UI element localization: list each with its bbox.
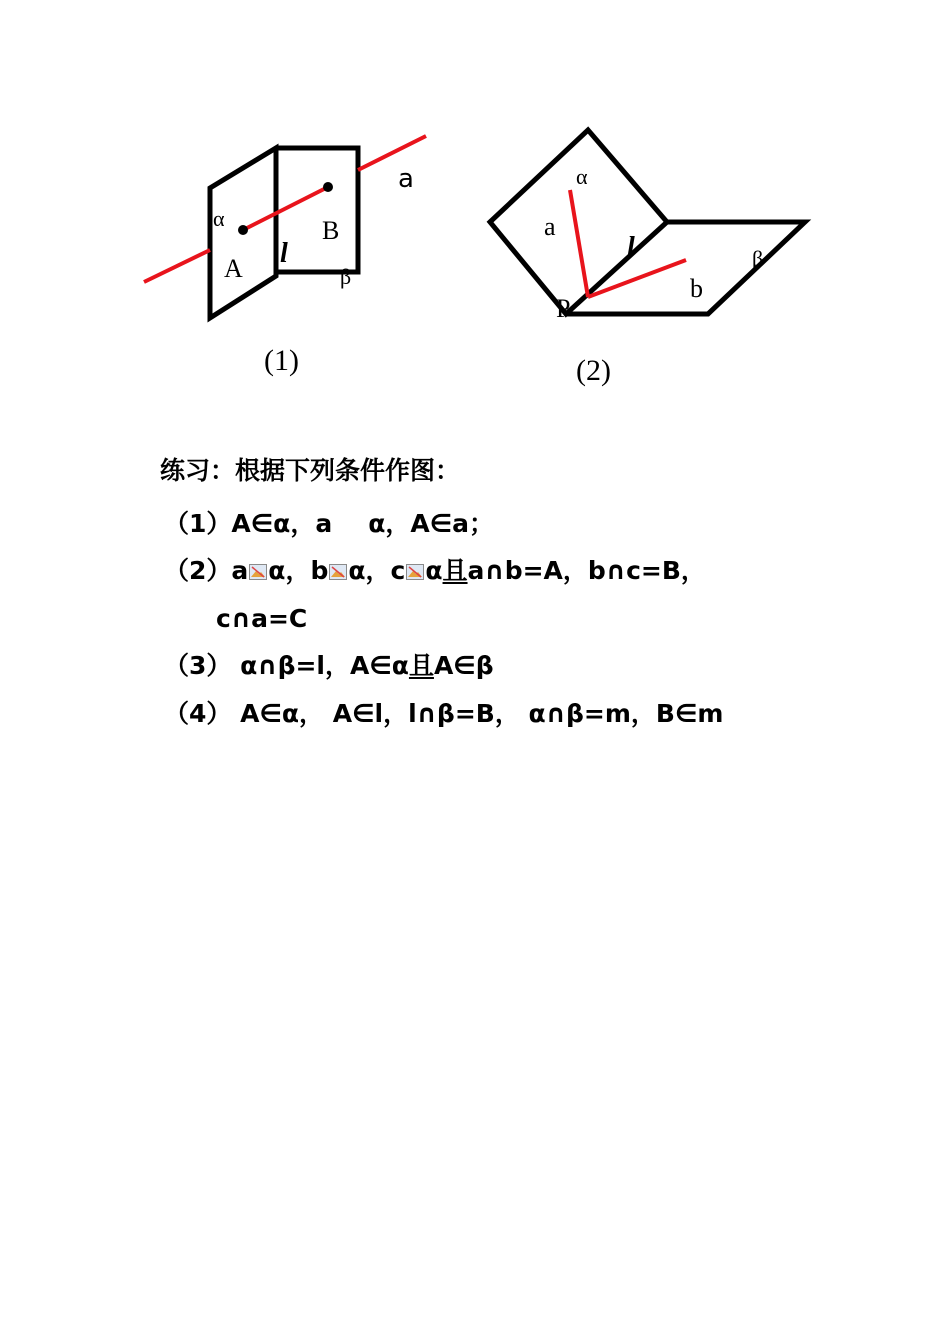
item2-part5: a∩b=A，b∩c=B，	[467, 556, 706, 585]
line-a-left-segment	[144, 250, 210, 282]
item3-qie: 且	[408, 651, 434, 680]
item2-part4: α	[425, 556, 443, 585]
exercise-item-3	[164, 653, 494, 678]
exercise-item-2-continued: c∩a=C	[216, 604, 308, 633]
line-a-middle-segment	[243, 187, 328, 230]
line-a-right-segment	[358, 136, 426, 170]
item1-middle: α，A∈a；	[368, 509, 495, 538]
fig1-label-line-a: a	[398, 164, 414, 194]
figure-1-drawing	[144, 136, 426, 318]
fig1-label-line-l: l	[280, 238, 288, 269]
exercise-item-1	[164, 511, 494, 536]
exercise-item-2	[164, 558, 706, 583]
item2-part3: α，c	[348, 556, 406, 585]
broken-image-icon	[406, 564, 424, 580]
fig1-label-beta: β	[340, 264, 352, 289]
plane-alpha-shape-2	[490, 130, 667, 314]
fig1-label-alpha: α	[213, 206, 225, 231]
figure-2-drawing	[490, 130, 805, 314]
item3-part2: A∈β	[433, 651, 494, 680]
exercise-item-4: （4） A∈α， A∈l，l∩β=B， α∩β=m，B∈m	[164, 699, 724, 728]
point-B-dot	[323, 182, 333, 192]
line-a-2	[570, 190, 588, 297]
fig2-caption: (2)	[576, 354, 611, 387]
fig2-label-point-P: P	[556, 294, 571, 323]
fig1-label-point-B: B	[322, 216, 340, 245]
item2-part1: （2）a	[164, 556, 249, 585]
item2-qie: 且	[442, 556, 468, 585]
plane-beta-shape-2	[566, 222, 805, 314]
fig2-label-beta: β	[752, 246, 764, 271]
item1-prefix: （1）A∈α，a	[164, 509, 333, 538]
fig1-label-point-A: A	[224, 254, 243, 283]
fig2-label-line-l: l	[627, 232, 635, 263]
item2-part2: α，b	[268, 556, 329, 585]
broken-image-icon	[329, 564, 347, 580]
exercise-heading: 练习：根据下列条件作图：	[160, 456, 461, 485]
fig1-caption: (1)	[264, 344, 299, 377]
fig2-label-alpha: α	[576, 164, 588, 189]
item3-part1: （3） α∩β=l，A∈α	[164, 651, 409, 680]
plane-beta-shape	[276, 148, 358, 272]
broken-image-icon	[249, 564, 267, 580]
fig2-label-line-b: b	[690, 274, 703, 303]
fig2-label-line-a: a	[544, 212, 556, 241]
point-A-dot	[238, 225, 248, 235]
figures-canvas	[0, 0, 950, 420]
